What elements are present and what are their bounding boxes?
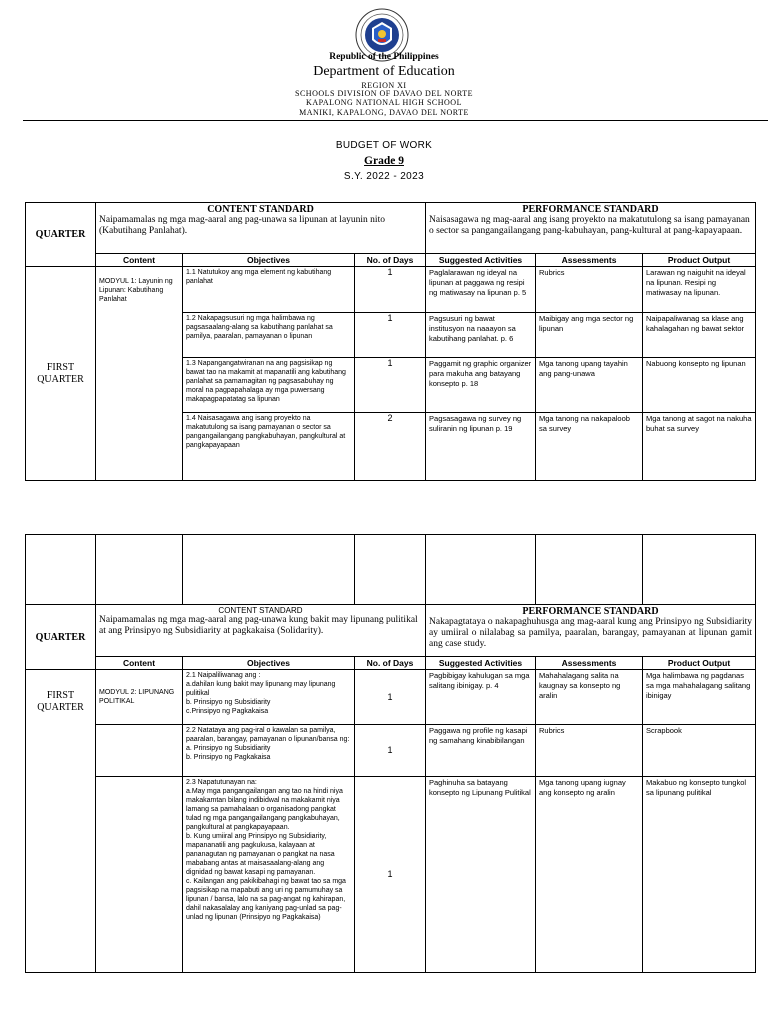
objective-cell: 2.1 Naipaliliwanag ang : a.dahilan kung bakit may lipunang may lipunang pulitikal b. Prinsipyo ng Subsidiarity c.Prinsipyo ng Pagkakaisa [183, 670, 355, 725]
performance-standard-title: PERFORMANCE STANDARD [522, 204, 659, 215]
output-cell: Mga halimbawa ng pagdanas sa mga mahahalagang salitang ibinigay [643, 670, 756, 725]
output-cell: Makabuo ng konsepto tungkol sa lipunang pulitikal [643, 777, 756, 973]
content-standard-title: CONTENT STANDARD [207, 204, 314, 215]
school-year: S.Y. 2022 - 2023 [343, 171, 425, 182]
blank-cell [426, 535, 536, 605]
content-standard-text: Naipamamalas ng mga mag-aaral ang pag-unawa kung bakit may lipunang pulitikal at ang Prinsipyo ng Subsidiarity at pagkakaisa (Solidarity). [99, 615, 418, 636]
objective-cell: 2.3 Napatutunayan na: a.May mga pangangailangan ang tao na hindi niya makakamtan bilang indibidwal na makakamit niya lamang sa pamahalaan o organisadong pangkat tulad ng mga pangangailangang pangkabuhayan, pangkultural at pangkapayapaan. b. Kung umiiral ang Prinsipyo ng Subsidiarity, mapananatili ang pagkukusa, kalayaan at pananagutan ng pamayanan o pangkat na nasa mababang antas at maisasaalang-alang ang dignidad ng bawat kasapi ng pamayanan. c. Kailangan ang pakikibahagi ng bawat tao sa mga pagsisikap na mapabuti ang uri ng pamumuhay sa lipunan / bansa, lalo na sa pag-angat ng kahirapan, dahil nakasalalay ang kaniyang pag-unlad sa pag-unlad ng lipunan (Prinsipyo ng Pagkakaisa) [183, 777, 355, 973]
col-activities: Suggested Activities [426, 254, 536, 267]
module-name: MODYUL 2: LIPUNANG POLITIKAL [96, 670, 183, 725]
region-heading: REGION XI [361, 81, 407, 90]
address-heading: MANIKI, KAPALONG, DAVAO DEL NORTE [299, 108, 469, 117]
performance-standard-title: PERFORMANCE STANDARD [522, 606, 659, 617]
activity-cell: Paglalarawan ng ideyal na lipunan at paggawa ng resipi ng matiwasay na lipunan p. 5 [426, 267, 536, 313]
blank-cell [536, 535, 643, 605]
col-days: No. of Days [355, 657, 426, 670]
objective-cell: 1.2 Nakapagsusuri ng mga halimbawa ng pagsasaalang-alang sa kabutihang panlahat sa pamilya, paaralan, pamayanan o lipunan [183, 313, 355, 358]
col-output: Product Output [643, 254, 756, 267]
output-cell: Scrapbook [643, 725, 756, 777]
blank-cell [96, 725, 183, 777]
col-content: Content [96, 254, 183, 267]
activity-cell: Paggamit ng graphic organizer para makuha ang batayang konsepto p. 18 [426, 358, 536, 413]
output-cell: Naipapaliwanag sa klase ang kahalagahan ng bawat sektor [643, 313, 756, 358]
days-cell: 1 [355, 670, 426, 725]
objective-cell: 2.2 Natataya ang pag-iral o kawalan sa pamilya, paaralan, barangay, pamayanan o lipunan/bansa ng: a. Prinsipyo ng Subsidiarity b. Prinsipyo ng Pagkakaisa [183, 725, 355, 777]
col-objectives: Objectives [183, 657, 355, 670]
division-heading: SCHOOLS DIVISION OF DAVAO DEL NORTE [295, 89, 473, 98]
col-objectives: Objectives [183, 254, 355, 267]
quarter-label: QUARTER [26, 203, 96, 267]
quarter-name: FIRST QUARTER [26, 267, 96, 481]
activity-cell: Pagbibigay kahulugan sa mga salitang ibinigay. p. 4 [426, 670, 536, 725]
quarter-name: FIRST QUARTER [26, 670, 96, 973]
blank-cell [96, 777, 183, 973]
activity-cell: Pagsusuri ng bawat institusyon na naaayon sa kabutihang panlahat. p. 6 [426, 313, 536, 358]
output-cell: Nabuong konsepto ng lipunan [643, 358, 756, 413]
objective-cell: 1.3 Napangangatwiranan na ang pagsisikap ng bawat tao na makamit at mapanatili ang kabutihang panlahat sa pamamagitan ng pagsasabuhay ng moral na pagpapahalaga ay mga puwersang makapagpapatatag sa lipunan [183, 358, 355, 413]
assessment-cell: Mga tanong na nakapaloob sa survey [536, 413, 643, 481]
performance-standard-cell [426, 605, 756, 657]
table-row [26, 670, 756, 725]
col-activities: Suggested Activities [426, 657, 536, 670]
days-cell: 1 [355, 777, 426, 973]
objective-cell: 1.4 Naisasagawa ang isang proyekto na makatutulong sa isang pamayanan o sector sa pangangailangang pangkabuhayan, pangkultural at pangkapayapaan [183, 413, 355, 481]
objective-cell: 1.1 Natutukoy ang mga element ng kabutihang panlahat [183, 267, 355, 313]
table-row [26, 777, 756, 973]
col-days: No. of Days [355, 254, 426, 267]
days-cell: 2 [355, 413, 426, 481]
content-standard-text: Naipamamalas ng mga mag-aaral ang pag-unawa sa lipunan at layunin nito (Kabutihang Panlahat). [99, 215, 385, 236]
header-divider [23, 120, 768, 121]
school-heading: KAPALONG NATIONAL HIGH SCHOOL [306, 98, 462, 107]
table-row [26, 725, 756, 777]
budget-table-module-1 [25, 202, 756, 481]
blank-cell [96, 535, 183, 605]
output-cell: Larawan ng naiguhit na ideyal na lipunan. Resipi ng matiwasay na lipunan. [643, 267, 756, 313]
performance-standard-text: Nakapagtataya o nakapaghuhusga ang mag-aaral kung ang Prinsipyo ng Subsidiarity ay umiiral o nilalabag sa pamilya, paaralan, barangay, pamayanan at lipunan gamit ang case study. [429, 617, 752, 649]
content-standard-cell [96, 203, 426, 254]
document-title: BUDGET OF WORK [335, 140, 433, 151]
quarter-label: QUARTER [26, 605, 96, 670]
table-row [26, 267, 756, 313]
republic-heading: Republic of the Philippines [329, 52, 439, 62]
performance-standard-cell [426, 203, 756, 254]
days-cell: 1 [355, 313, 426, 358]
blank-cell [183, 535, 355, 605]
col-assessments: Assessments [536, 254, 643, 267]
assessment-cell: Maibigay ang mga sector ng lipunan [536, 313, 643, 358]
assessment-cell: Mga tanong upang tayahin ang pang-unawa [536, 358, 643, 413]
content-standard-title: CONTENT STANDARD [218, 606, 303, 615]
module-name: MODYUL 1: Layunin ng Lipunan: Kabutihang Panlahat [96, 267, 183, 481]
blank-cell [355, 535, 426, 605]
assessment-cell: Mahahalagang salita na kaugnay sa konsepto ng aralin [536, 670, 643, 725]
grade-title: Grade 9 [364, 155, 404, 167]
assessment-cell: Rubrics [536, 725, 643, 777]
assessment-cell: Rubrics [536, 267, 643, 313]
content-standard-cell [96, 605, 426, 657]
col-assessments: Assessments [536, 657, 643, 670]
budget-table-module-2 [25, 534, 756, 973]
department-heading: Department of Education [313, 64, 455, 79]
performance-standard-text: Naisasagawa ng mag-aaral ang isang proyekto na makatutulong sa isang pamayanan o sector sa pangangailangang pang-kabuhayan, pang-kultural at pang-kapayapaan. [429, 215, 750, 236]
activity-cell: Pagsasagawa ng survey ng suliranin ng lipunan p. 19 [426, 413, 536, 481]
days-cell: 1 [355, 725, 426, 777]
days-cell: 1 [355, 358, 426, 413]
output-cell: Mga tanong at sagot na nakuha buhat sa survey [643, 413, 756, 481]
col-content: Content [96, 657, 183, 670]
blank-cell [643, 535, 756, 605]
blank-cell [26, 535, 96, 605]
blank-row [26, 535, 756, 605]
activity-cell: Paggawa ng profile ng kasapi ng samahang kinabibilangan [426, 725, 536, 777]
days-cell: 1 [355, 267, 426, 313]
col-output: Product Output [643, 657, 756, 670]
activity-cell: Paghinuha sa batayang konsepto ng Lipunang Pulitikal [426, 777, 536, 973]
assessment-cell: Mga tanong upang iugnay ang konsepto ng aralin [536, 777, 643, 973]
